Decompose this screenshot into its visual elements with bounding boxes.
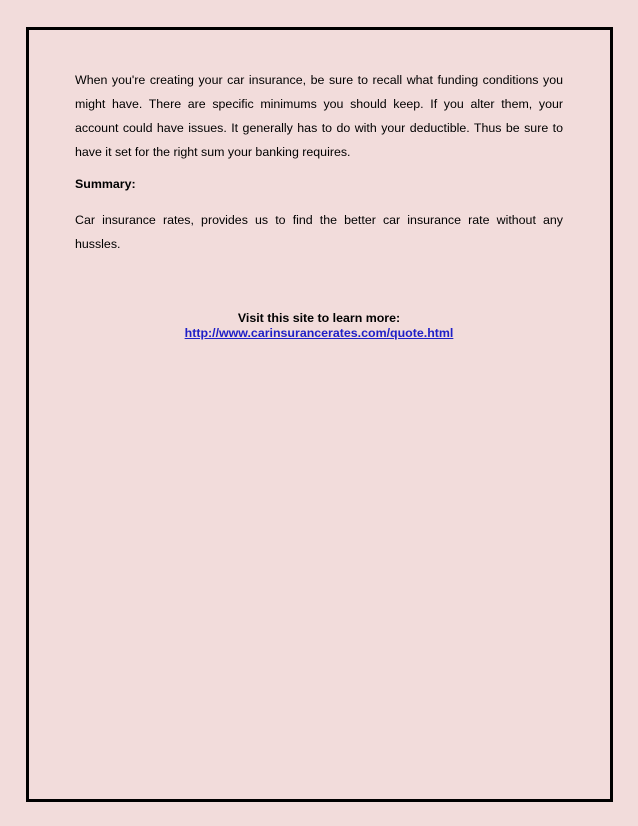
body-paragraph: When you're creating your car insurance, be sure to recall what funding conditions you might have. There are specific minimums you should keep. If you alter them, your account could have issues. It generally has to do with your deductible. Thus be sure to have it set for the right sum your banking requires.	[75, 73, 563, 159]
website-link[interactable]: http://www.carinsurancerates.com/quote.html	[184, 326, 454, 340]
document-body	[75, 68, 563, 164]
call-to-action	[0, 311, 638, 341]
summary-paragraph: Car insurance rates, provides us to find the better car insurance rate without any hussles.	[75, 213, 563, 251]
cta-heading: Visit this site to learn more:	[237, 311, 401, 325]
summary-heading: Summary:	[75, 177, 136, 191]
